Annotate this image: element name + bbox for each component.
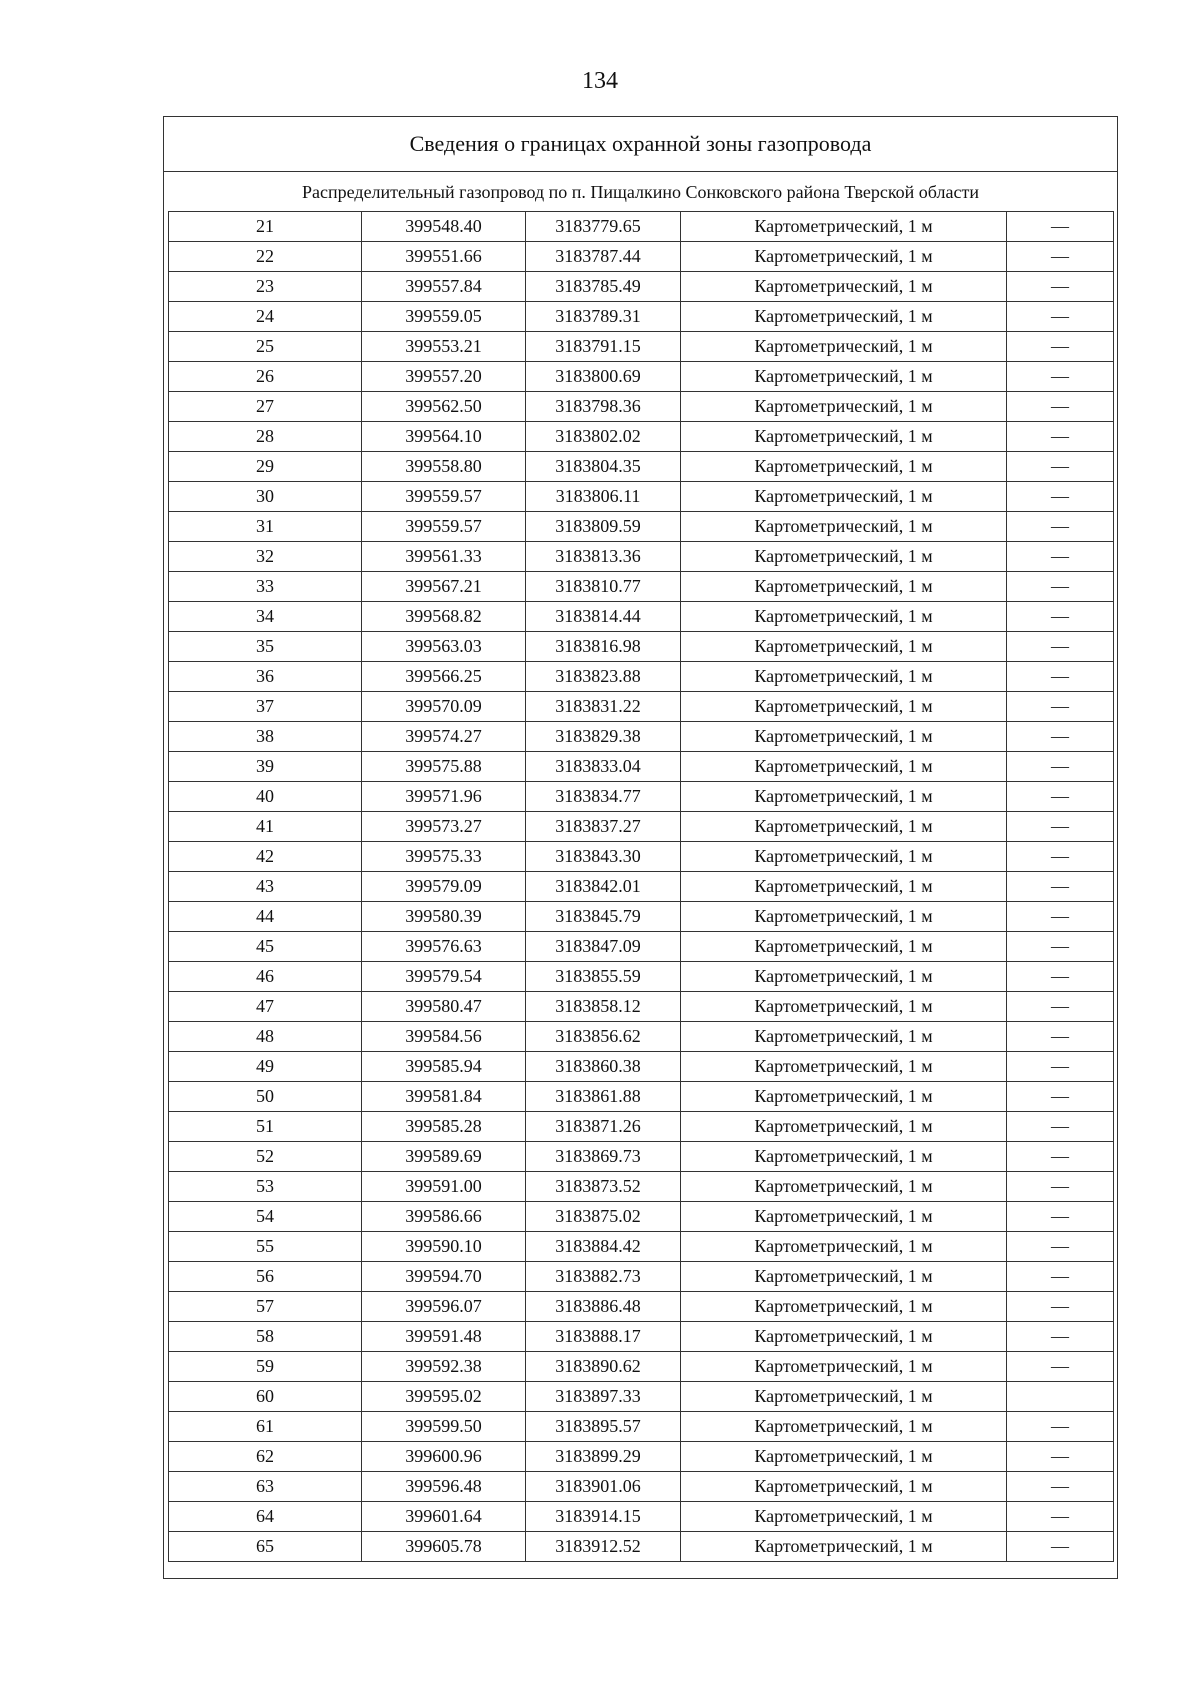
table-row — [169, 782, 1114, 812]
x-coordinate-cell: 399566.25 — [362, 662, 526, 692]
method-cell: Картометрический, 1 м — [681, 752, 1007, 782]
x-coordinate-cell: 399575.88 — [362, 752, 526, 782]
table-row — [169, 572, 1114, 602]
table-row — [169, 1472, 1114, 1502]
x-coordinate-cell: 399591.48 — [362, 1322, 526, 1352]
table-row — [169, 212, 1114, 242]
x-coordinate-cell: 399586.66 — [362, 1202, 526, 1232]
point-number-cell: 63 — [169, 1472, 362, 1502]
y-coordinate-cell: 3183888.17 — [526, 1322, 681, 1352]
y-coordinate-cell: 3183886.48 — [526, 1292, 681, 1322]
table-row — [169, 1382, 1114, 1412]
note-cell: — — [1007, 422, 1114, 452]
table-row — [169, 1052, 1114, 1082]
y-coordinate-cell: 3183833.04 — [526, 752, 681, 782]
x-coordinate-cell: 399599.50 — [362, 1412, 526, 1442]
table-row — [169, 392, 1114, 422]
method-cell: Картометрический, 1 м — [681, 362, 1007, 392]
point-number-cell: 22 — [169, 242, 362, 272]
point-number-cell: 25 — [169, 332, 362, 362]
method-cell: Картометрический, 1 м — [681, 1442, 1007, 1472]
table-row — [169, 1232, 1114, 1262]
note-cell: — — [1007, 632, 1114, 662]
method-cell: Картометрический, 1 м — [681, 272, 1007, 302]
x-coordinate-cell: 399591.00 — [362, 1172, 526, 1202]
x-coordinate-cell: 399558.80 — [362, 452, 526, 482]
x-coordinate-cell: 399551.66 — [362, 242, 526, 272]
note-cell: — — [1007, 1412, 1114, 1442]
method-cell: Картометрический, 1 м — [681, 1082, 1007, 1112]
note-cell: — — [1007, 272, 1114, 302]
method-cell: Картометрический, 1 м — [681, 302, 1007, 332]
y-coordinate-cell: 3183829.38 — [526, 722, 681, 752]
x-coordinate-cell: 399570.09 — [362, 692, 526, 722]
y-coordinate-cell: 3183897.33 — [526, 1382, 681, 1412]
y-coordinate-cell: 3183856.62 — [526, 1022, 681, 1052]
note-cell: — — [1007, 452, 1114, 482]
table-row — [169, 302, 1114, 332]
method-cell: Картометрический, 1 м — [681, 1412, 1007, 1442]
table-row — [169, 1322, 1114, 1352]
point-number-cell: 53 — [169, 1172, 362, 1202]
x-coordinate-cell: 399553.21 — [362, 332, 526, 362]
table-row — [169, 1442, 1114, 1472]
y-coordinate-cell: 3183871.26 — [526, 1112, 681, 1142]
method-cell: Картометрический, 1 м — [681, 242, 1007, 272]
point-number-cell: 38 — [169, 722, 362, 752]
table-row — [169, 632, 1114, 662]
point-number-cell: 21 — [169, 212, 362, 242]
point-number-cell: 50 — [169, 1082, 362, 1112]
method-cell: Картометрический, 1 м — [681, 992, 1007, 1022]
note-cell: — — [1007, 572, 1114, 602]
point-number-cell: 56 — [169, 1262, 362, 1292]
y-coordinate-cell: 3183787.44 — [526, 242, 681, 272]
point-number-cell: 64 — [169, 1502, 362, 1532]
note-cell: — — [1007, 242, 1114, 272]
x-coordinate-cell: 399559.05 — [362, 302, 526, 332]
table-row — [169, 962, 1114, 992]
note-cell: — — [1007, 1082, 1114, 1112]
table-row — [169, 332, 1114, 362]
x-coordinate-cell: 399580.39 — [362, 902, 526, 932]
y-coordinate-cell: 3183882.73 — [526, 1262, 681, 1292]
method-cell: Картометрический, 1 м — [681, 1202, 1007, 1232]
y-coordinate-cell: 3183899.29 — [526, 1442, 681, 1472]
note-cell: — — [1007, 1442, 1114, 1472]
table-row — [169, 1022, 1114, 1052]
point-number-cell: 26 — [169, 362, 362, 392]
note-cell: — — [1007, 1112, 1114, 1142]
x-coordinate-cell: 399575.33 — [362, 842, 526, 872]
point-number-cell: 37 — [169, 692, 362, 722]
y-coordinate-cell: 3183810.77 — [526, 572, 681, 602]
table-row — [169, 812, 1114, 842]
table-row — [169, 272, 1114, 302]
x-coordinate-cell: 399590.10 — [362, 1232, 526, 1262]
point-number-cell: 31 — [169, 512, 362, 542]
table-row — [169, 1262, 1114, 1292]
point-number-cell: 23 — [169, 272, 362, 302]
note-cell: — — [1007, 1052, 1114, 1082]
point-number-cell: 40 — [169, 782, 362, 812]
y-coordinate-cell: 3183779.65 — [526, 212, 681, 242]
note-cell: — — [1007, 392, 1114, 422]
point-number-cell: 33 — [169, 572, 362, 602]
y-coordinate-cell: 3183845.79 — [526, 902, 681, 932]
note-cell: — — [1007, 302, 1114, 332]
y-coordinate-cell: 3183843.30 — [526, 842, 681, 872]
point-number-cell: 46 — [169, 962, 362, 992]
method-cell: Картометрический, 1 м — [681, 422, 1007, 452]
table-title: Сведения о границах охранной зоны газопровода — [163, 116, 1118, 172]
point-number-cell: 61 — [169, 1412, 362, 1442]
method-cell: Картометрический, 1 м — [681, 1262, 1007, 1292]
y-coordinate-cell: 3183813.36 — [526, 542, 681, 572]
note-cell: — — [1007, 1022, 1114, 1052]
note-cell: — — [1007, 722, 1114, 752]
point-number-cell: 43 — [169, 872, 362, 902]
point-number-cell: 65 — [169, 1532, 362, 1562]
table-row — [169, 1292, 1114, 1322]
point-number-cell: 28 — [169, 422, 362, 452]
method-cell: Картометрический, 1 м — [681, 212, 1007, 242]
note-cell: — — [1007, 1322, 1114, 1352]
note-cell: — — [1007, 902, 1114, 932]
point-number-cell: 29 — [169, 452, 362, 482]
x-coordinate-cell: 399561.33 — [362, 542, 526, 572]
note-cell: — — [1007, 602, 1114, 632]
x-coordinate-cell: 399567.21 — [362, 572, 526, 602]
point-number-cell: 57 — [169, 1292, 362, 1322]
point-number-cell: 41 — [169, 812, 362, 842]
method-cell: Картометрический, 1 м — [681, 842, 1007, 872]
y-coordinate-cell: 3183831.22 — [526, 692, 681, 722]
method-cell: Картометрический, 1 м — [681, 512, 1007, 542]
note-cell: — — [1007, 1232, 1114, 1262]
point-number-cell: 30 — [169, 482, 362, 512]
x-coordinate-cell: 399579.54 — [362, 962, 526, 992]
note-cell: — — [1007, 512, 1114, 542]
x-coordinate-cell: 399579.09 — [362, 872, 526, 902]
x-coordinate-cell: 399557.20 — [362, 362, 526, 392]
table-row — [169, 1172, 1114, 1202]
x-coordinate-cell: 399601.64 — [362, 1502, 526, 1532]
table-row — [169, 662, 1114, 692]
table-row — [169, 542, 1114, 572]
note-cell: — — [1007, 872, 1114, 902]
x-coordinate-cell: 399573.27 — [362, 812, 526, 842]
method-cell: Картометрический, 1 м — [681, 1382, 1007, 1412]
note-cell: — — [1007, 962, 1114, 992]
y-coordinate-cell: 3183860.38 — [526, 1052, 681, 1082]
table-row — [169, 242, 1114, 272]
y-coordinate-cell: 3183834.77 — [526, 782, 681, 812]
note-cell: — — [1007, 332, 1114, 362]
method-cell: Картометрический, 1 м — [681, 632, 1007, 662]
method-cell: Картометрический, 1 м — [681, 902, 1007, 932]
y-coordinate-cell: 3183884.42 — [526, 1232, 681, 1262]
point-number-cell: 59 — [169, 1352, 362, 1382]
y-coordinate-cell: 3183901.06 — [526, 1472, 681, 1502]
coordinates-table-body — [169, 212, 1114, 1562]
x-coordinate-cell: 399600.96 — [362, 1442, 526, 1472]
y-coordinate-cell: 3183804.35 — [526, 452, 681, 482]
method-cell: Картометрический, 1 м — [681, 572, 1007, 602]
table-row — [169, 482, 1114, 512]
x-coordinate-cell: 399585.28 — [362, 1112, 526, 1142]
page-number: 134 — [582, 68, 618, 94]
table-row — [169, 452, 1114, 482]
y-coordinate-cell: 3183800.69 — [526, 362, 681, 392]
table-row — [169, 1082, 1114, 1112]
method-cell: Картометрический, 1 м — [681, 932, 1007, 962]
y-coordinate-cell: 3183914.15 — [526, 1502, 681, 1532]
note-cell: — — [1007, 752, 1114, 782]
table-subtitle: Распределительный газопровод по п. Пищалкино Сонковского района Тверской области — [302, 181, 979, 202]
method-cell: Картометрический, 1 м — [681, 1052, 1007, 1082]
x-coordinate-cell: 399576.63 — [362, 932, 526, 962]
y-coordinate-cell: 3183837.27 — [526, 812, 681, 842]
x-coordinate-cell: 399605.78 — [362, 1532, 526, 1562]
y-coordinate-cell: 3183842.01 — [526, 872, 681, 902]
method-cell: Картометрический, 1 м — [681, 692, 1007, 722]
method-cell: Картометрический, 1 м — [681, 542, 1007, 572]
note-cell: — — [1007, 212, 1114, 242]
y-coordinate-cell: 3183809.59 — [526, 512, 681, 542]
x-coordinate-cell: 399563.03 — [362, 632, 526, 662]
note-cell: — — [1007, 932, 1114, 962]
point-number-cell: 47 — [169, 992, 362, 1022]
method-cell: Картометрический, 1 м — [681, 962, 1007, 992]
x-coordinate-cell: 399548.40 — [362, 212, 526, 242]
method-cell: Картометрический, 1 м — [681, 1112, 1007, 1142]
point-number-cell: 44 — [169, 902, 362, 932]
note-cell: — — [1007, 1172, 1114, 1202]
table-row — [169, 1532, 1114, 1562]
note-cell: — — [1007, 1502, 1114, 1532]
method-cell: Картометрический, 1 м — [681, 1532, 1007, 1562]
x-coordinate-cell: 399581.84 — [362, 1082, 526, 1112]
x-coordinate-cell: 399589.69 — [362, 1142, 526, 1172]
table-row — [169, 872, 1114, 902]
method-cell: Картометрический, 1 м — [681, 782, 1007, 812]
method-cell: Картометрический, 1 м — [681, 1232, 1007, 1262]
note-cell: — — [1007, 812, 1114, 842]
y-coordinate-cell: 3183806.11 — [526, 482, 681, 512]
x-coordinate-cell: 399564.10 — [362, 422, 526, 452]
y-coordinate-cell: 3183785.49 — [526, 272, 681, 302]
y-coordinate-cell: 3183912.52 — [526, 1532, 681, 1562]
x-coordinate-cell: 399584.56 — [362, 1022, 526, 1052]
note-cell — [1007, 1382, 1114, 1412]
note-cell: — — [1007, 842, 1114, 872]
x-coordinate-cell: 399559.57 — [362, 512, 526, 542]
note-cell: — — [1007, 1292, 1114, 1322]
x-coordinate-cell: 399580.47 — [362, 992, 526, 1022]
y-coordinate-cell: 3183875.02 — [526, 1202, 681, 1232]
note-cell: — — [1007, 542, 1114, 572]
note-cell: — — [1007, 662, 1114, 692]
point-number-cell: 51 — [169, 1112, 362, 1142]
x-coordinate-cell: 399571.96 — [362, 782, 526, 812]
point-number-cell: 24 — [169, 302, 362, 332]
method-cell: Картометрический, 1 м — [681, 332, 1007, 362]
point-number-cell: 39 — [169, 752, 362, 782]
table-row — [169, 1142, 1114, 1172]
point-number-cell: 36 — [169, 662, 362, 692]
method-cell: Картометрический, 1 м — [681, 1352, 1007, 1382]
method-cell: Картометрический, 1 м — [681, 392, 1007, 422]
y-coordinate-cell: 3183802.02 — [526, 422, 681, 452]
y-coordinate-cell: 3183890.62 — [526, 1352, 681, 1382]
y-coordinate-cell: 3183816.98 — [526, 632, 681, 662]
x-coordinate-cell: 399585.94 — [362, 1052, 526, 1082]
x-coordinate-cell: 399559.57 — [362, 482, 526, 512]
y-coordinate-cell: 3183798.36 — [526, 392, 681, 422]
x-coordinate-cell: 399568.82 — [362, 602, 526, 632]
table-row — [169, 1352, 1114, 1382]
table-row — [169, 902, 1114, 932]
method-cell: Картометрический, 1 м — [681, 722, 1007, 752]
table-row — [169, 422, 1114, 452]
table-row — [169, 692, 1114, 722]
note-cell: — — [1007, 1202, 1114, 1232]
y-coordinate-cell: 3183847.09 — [526, 932, 681, 962]
note-cell: — — [1007, 482, 1114, 512]
y-coordinate-cell: 3183814.44 — [526, 602, 681, 632]
note-cell: — — [1007, 992, 1114, 1022]
method-cell: Картометрический, 1 м — [681, 1322, 1007, 1352]
coordinates-table — [168, 211, 1114, 1562]
method-cell: Картометрический, 1 м — [681, 872, 1007, 902]
note-cell: — — [1007, 362, 1114, 392]
point-number-cell: 49 — [169, 1052, 362, 1082]
table-row — [169, 1412, 1114, 1442]
table-row — [169, 842, 1114, 872]
point-number-cell: 42 — [169, 842, 362, 872]
point-number-cell: 52 — [169, 1142, 362, 1172]
point-number-cell: 55 — [169, 1232, 362, 1262]
point-number-cell: 62 — [169, 1442, 362, 1472]
x-coordinate-cell: 399594.70 — [362, 1262, 526, 1292]
method-cell: Картометрический, 1 м — [681, 1502, 1007, 1532]
y-coordinate-cell: 3183861.88 — [526, 1082, 681, 1112]
note-cell: — — [1007, 1532, 1114, 1562]
x-coordinate-cell: 399592.38 — [362, 1352, 526, 1382]
method-cell: Картометрический, 1 м — [681, 602, 1007, 632]
point-number-cell: 58 — [169, 1322, 362, 1352]
y-coordinate-cell: 3183895.57 — [526, 1412, 681, 1442]
note-cell: — — [1007, 1142, 1114, 1172]
note-cell: — — [1007, 692, 1114, 722]
method-cell: Картометрический, 1 м — [681, 812, 1007, 842]
x-coordinate-cell: 399562.50 — [362, 392, 526, 422]
y-coordinate-cell: 3183791.15 — [526, 332, 681, 362]
table-row — [169, 362, 1114, 392]
point-number-cell: 54 — [169, 1202, 362, 1232]
method-cell: Картометрический, 1 м — [681, 662, 1007, 692]
y-coordinate-cell: 3183855.59 — [526, 962, 681, 992]
method-cell: Картометрический, 1 м — [681, 452, 1007, 482]
table-row — [169, 602, 1114, 632]
note-cell: — — [1007, 1352, 1114, 1382]
y-coordinate-cell: 3183823.88 — [526, 662, 681, 692]
y-coordinate-cell: 3183789.31 — [526, 302, 681, 332]
table-row — [169, 1502, 1114, 1532]
point-number-cell: 45 — [169, 932, 362, 962]
y-coordinate-cell: 3183858.12 — [526, 992, 681, 1022]
x-coordinate-cell: 399596.48 — [362, 1472, 526, 1502]
x-coordinate-cell: 399595.02 — [362, 1382, 526, 1412]
table-row — [169, 932, 1114, 962]
x-coordinate-cell: 399596.07 — [362, 1292, 526, 1322]
method-cell: Картометрический, 1 м — [681, 1172, 1007, 1202]
method-cell: Картометрический, 1 м — [681, 482, 1007, 512]
note-cell: — — [1007, 1262, 1114, 1292]
method-cell: Картометрический, 1 м — [681, 1142, 1007, 1172]
table-row — [169, 1202, 1114, 1232]
method-cell: Картометрический, 1 м — [681, 1292, 1007, 1322]
method-cell: Картометрический, 1 м — [681, 1022, 1007, 1052]
x-coordinate-cell: 399574.27 — [362, 722, 526, 752]
table-row — [169, 722, 1114, 752]
note-cell: — — [1007, 1472, 1114, 1502]
point-number-cell: 32 — [169, 542, 362, 572]
table-row — [169, 512, 1114, 542]
x-coordinate-cell: 399557.84 — [362, 272, 526, 302]
point-number-cell: 27 — [169, 392, 362, 422]
point-number-cell: 34 — [169, 602, 362, 632]
point-number-cell: 48 — [169, 1022, 362, 1052]
y-coordinate-cell: 3183869.73 — [526, 1142, 681, 1172]
point-number-cell: 35 — [169, 632, 362, 662]
table-row — [169, 1112, 1114, 1142]
method-cell: Картометрический, 1 м — [681, 1472, 1007, 1502]
table-row — [169, 992, 1114, 1022]
note-cell: — — [1007, 782, 1114, 812]
table-row — [169, 752, 1114, 782]
y-coordinate-cell: 3183873.52 — [526, 1172, 681, 1202]
point-number-cell: 60 — [169, 1382, 362, 1412]
